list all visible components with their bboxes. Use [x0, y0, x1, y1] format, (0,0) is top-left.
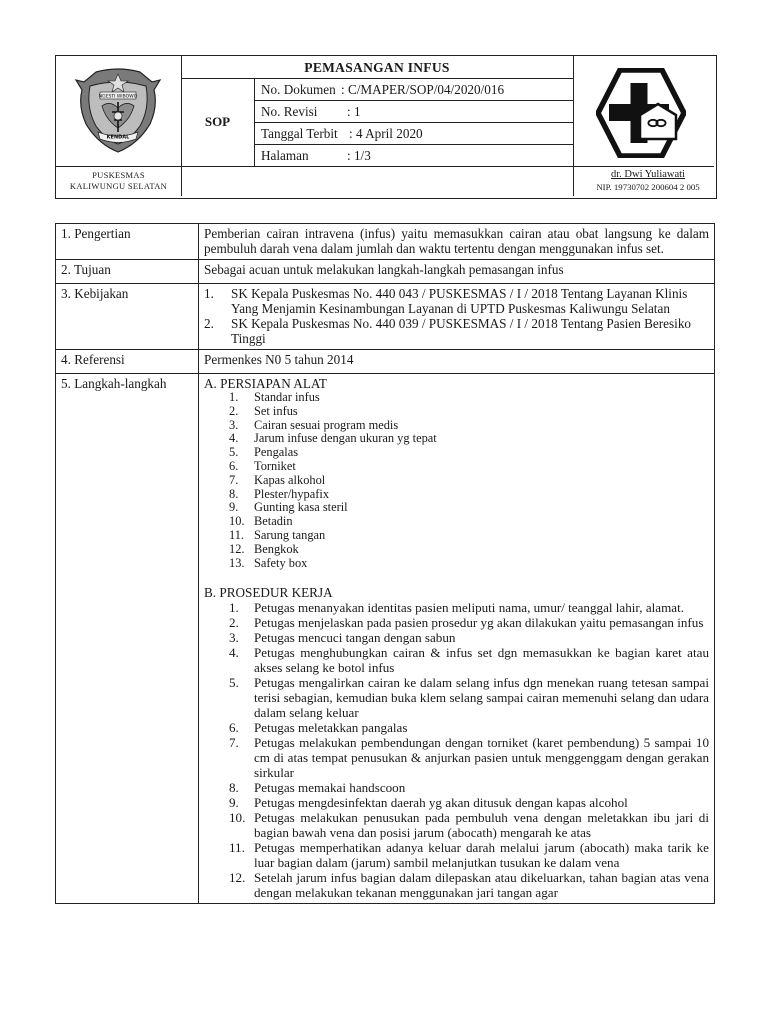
procedure-step-number: 10. — [229, 810, 246, 826]
tool-item-number: 3. — [229, 417, 239, 432]
tool-item-text: Pengalas — [254, 445, 299, 460]
row-steps — [56, 374, 715, 904]
tool-item-text: Jarum infuse dengan ukuran yg tepat — [254, 431, 437, 446]
tool-item — [229, 391, 709, 405]
tool-item — [229, 432, 709, 446]
tool-item — [229, 488, 709, 502]
tool-item — [229, 446, 709, 460]
procedure-step — [229, 870, 709, 900]
tools-heading: A. PERSIAPAN ALAT — [204, 376, 327, 391]
procedure-step-number: 7. — [229, 735, 239, 751]
procedure-step-number: 3. — [229, 630, 239, 646]
procedure-step-text: Petugas melakukan pembendungan dengan torniket (karet pembendung) 5 sampai 10 cm di atas tempat penusukan & anjurkan pasien untuk menggenggam dengan gerakan sirkular — [254, 735, 709, 781]
policy-cell — [199, 284, 715, 350]
tool-item-number: 1. — [229, 390, 239, 404]
procedure-step-text: Setelah jarum infus bagian dalam dilepaskan atau dikeluarkan, tahan bagian atas vena dengan melakukan tekanan menggunakan jari tangan agar — [254, 870, 709, 901]
document-header — [55, 55, 717, 199]
procedure-step-number: 1. — [229, 600, 239, 616]
purpose-label: 2. Tujuan — [56, 260, 199, 284]
sop-label: SOP — [204, 114, 231, 129]
procedure-step-text: Petugas mengdesinfektan daerah yg akan ditusuk dengan kapas alcohol — [254, 795, 628, 811]
procedure-step-text: Petugas menjelaskan pada pasien prosedur yg akan dilakukan yaitu pemasangan infus — [254, 615, 704, 631]
policy-text: SK Kepala Puskesmas No. 440 039 / PUSKESMAS / I / 2018 Tentang Pasien Beresiko Tinggi — [231, 316, 692, 346]
procedure-step-text: Petugas mencuci tangan dengan sabun — [254, 630, 456, 646]
tool-item-number: 8. — [229, 486, 239, 501]
tool-item-number: 5. — [229, 445, 239, 460]
tool-item-text: Set infus — [254, 403, 298, 418]
tool-item-text: Gunting kasa steril — [254, 500, 348, 515]
document-title: PEMASANGAN INFUS — [304, 60, 450, 75]
reference-text: Permenkes N0 5 tahun 2014 — [199, 350, 715, 374]
purpose-text: Sebagai acuan untuk melakukan langkah-langkah pemasangan infus — [199, 260, 715, 284]
procedure-heading: B. PROSEDUR KERJA — [204, 585, 333, 601]
procedure-step — [229, 645, 709, 675]
procedure-step — [229, 615, 709, 630]
emblem-name: KENDAL — [106, 134, 130, 141]
issue-date-value: : 4 April 2020 — [349, 126, 423, 141]
org-name-line2: KALIWUNGU SELATAN — [69, 181, 168, 191]
issue-date-label: Tanggal Terbit — [261, 126, 338, 141]
puskesmas-logo — [596, 68, 686, 158]
procedure-step-number: 9. — [229, 795, 239, 811]
procedure-step — [229, 675, 709, 720]
tool-item-number: 9. — [229, 500, 239, 515]
tools-list — [229, 391, 709, 570]
procedure-step-number: 8. — [229, 780, 239, 796]
policy-item — [204, 286, 709, 316]
tool-item-text: Safety box — [254, 555, 308, 570]
procedure-step-number: 6. — [229, 720, 239, 736]
procedure-step-text: Petugas melakukan penusukan pada pembuluh vena dengan meletakkan ibu jari di bagian bawah vena dan posisi jarum (abocath) mengarah ke atas — [254, 810, 709, 841]
procedure-step-number: 2. — [229, 615, 239, 631]
tool-item-text: Cairan sesuai program medis — [254, 417, 399, 432]
tool-item-text: Sarung tangan — [254, 527, 326, 542]
tool-item — [229, 529, 709, 543]
policy-label: 3. Kebijakan — [56, 284, 199, 350]
procedure-step — [229, 810, 709, 840]
tool-item-text: Standar infus — [254, 390, 320, 404]
revision-value: : 1 — [347, 104, 361, 119]
signer-name: dr. Dwi Yuliawati — [611, 169, 685, 180]
signer-nip: NIP. 19730702 200604 2 005 — [596, 182, 700, 192]
tool-item — [229, 405, 709, 419]
tool-item-number: 4. — [229, 431, 239, 446]
tool-item-number: 7. — [229, 472, 239, 487]
tool-item-text: Kapas alkohol — [254, 472, 326, 487]
procedure-step-number: 4. — [229, 645, 239, 661]
steps-label: 5. Langkah-langkah — [56, 374, 199, 904]
definition-text: Pemberian cairan intravena (infus) yaitu memasukkan cairan atau obat langsung ke dalam pembuluh darah vena dalam jumlah dan waktu tertentu dengan menggunakan infus set. — [199, 224, 715, 260]
tool-item — [229, 474, 709, 488]
page-value: : 1/3 — [347, 148, 371, 163]
tool-item-text: Torniket — [254, 458, 296, 473]
tool-item-number: 10. — [229, 514, 245, 529]
tool-item-number: 11. — [229, 527, 245, 542]
policy-number: 1. — [204, 286, 214, 301]
policy-text: SK Kepala Puskesmas No. 440 043 / PUSKESMAS / I / 2018 Tentang Layanan Klinis Yang Menjamin Kesinambungan Layanan di UPTD Puskesmas Kaliwungu Selatan — [231, 286, 688, 316]
procedure-step-number: 5. — [229, 675, 239, 691]
procedure-step-text: Petugas meletakkan pangalas — [254, 720, 408, 736]
tool-item-text: Bengkok — [254, 541, 299, 556]
tool-item-number: 12. — [229, 541, 245, 556]
revision-label: No. Revisi — [261, 104, 318, 119]
procedure-step-number: 12. — [229, 870, 246, 886]
policy-item — [204, 316, 709, 346]
doc-number-label: No. Dokumen — [261, 82, 336, 97]
procedure-step — [229, 600, 709, 615]
row-policy — [56, 284, 715, 350]
steps-cell — [199, 374, 715, 904]
tool-item — [229, 515, 709, 529]
procedure-step-text: Petugas memakai handscoon — [254, 780, 406, 796]
procedure-step-text: Petugas memperhatikan adanya keluar darah melalui jarum (abocath) maka tarik ke luar bagian dalam (jarum) sambil melanjutkan tusukan ke dalam vena — [254, 840, 709, 871]
procedure-step — [229, 720, 709, 735]
procedure-list — [229, 600, 709, 900]
emblem-motto: NGESTI WIBOWO — [98, 94, 138, 100]
procedure-step-text: Petugas menghubungkan cairan & infus set dgn memasukkan ke bagian karet atau akses selang ke botol infus — [254, 645, 709, 676]
tool-item — [229, 501, 709, 515]
procedure-step — [229, 630, 709, 645]
definition-label: 1. Pengertian — [56, 224, 199, 260]
tool-item — [229, 419, 709, 433]
policy-number: 2. — [204, 316, 214, 331]
kendal-emblem-logo — [68, 66, 168, 158]
procedure-step-text: Petugas menanyakan identitas pasien meliputi nama, umur/ teanggal lahir, alamat. — [254, 600, 684, 616]
procedure-step — [229, 780, 709, 795]
procedure-step-number: 11. — [229, 840, 245, 856]
reference-label: 4. Referensi — [56, 350, 199, 374]
tool-item-text: Betadin — [254, 514, 293, 529]
tool-item — [229, 543, 709, 557]
tool-item-number: 2. — [229, 403, 239, 418]
sop-content-table — [55, 223, 715, 904]
doc-number-value: : C/MAPER/SOP/04/2020/016 — [341, 82, 505, 97]
tool-item-number: 6. — [229, 458, 239, 473]
tool-item — [229, 460, 709, 474]
page-label: Halaman — [261, 148, 309, 163]
row-definition — [56, 224, 715, 260]
tool-item-text: Plester/hypafix — [254, 486, 330, 501]
row-reference — [56, 350, 715, 374]
procedure-step — [229, 840, 709, 870]
tool-item-number: 13. — [229, 555, 245, 570]
procedure-step — [229, 735, 709, 780]
tool-item — [229, 557, 709, 571]
procedure-step-text: Petugas mengalirkan cairan ke dalam selang infus dgn menekan ruang tetesan sampai terisi sebagian, kemudian buka klem selang sampai cairan memenuhi selang dan udara dalam selang keluar — [254, 675, 709, 721]
row-purpose — [56, 260, 715, 284]
org-name-line1: PUSKESMAS — [92, 170, 145, 180]
procedure-step — [229, 795, 709, 810]
